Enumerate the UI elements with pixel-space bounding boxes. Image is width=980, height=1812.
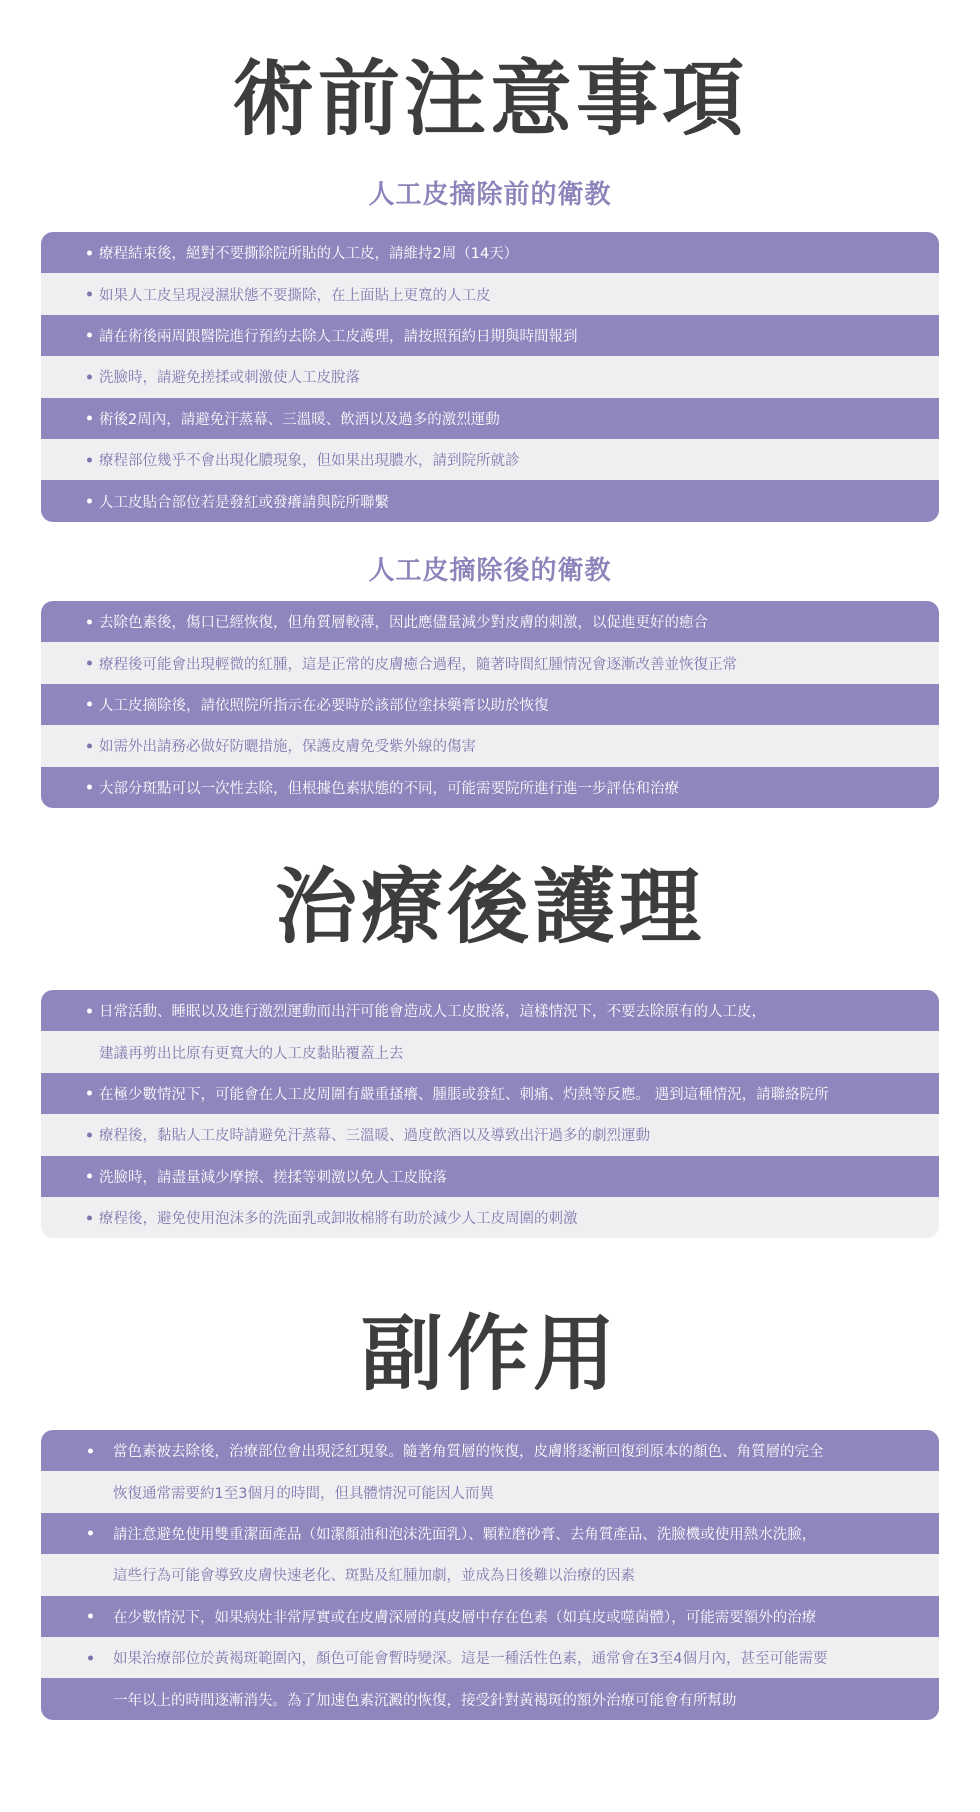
list-row (41, 725, 939, 766)
list-row-text: 請在術後兩周跟醫院進行預約去除人工皮護理，請按照預約日期與時間報到 (99, 328, 578, 345)
list-row-text: 人工皮貼合部位若是發紅或發癢請與院所聯繫 (99, 494, 389, 511)
list-row-text: 這些行為可能會導致皮膚快速老化、斑點及紅腫加劇，並成為日後難以治療的因素 (113, 1568, 635, 1585)
list-row (41, 1513, 939, 1554)
bullet-icon (88, 1614, 93, 1619)
list-row-text: 恢復通常需要約1至3個月的時間，但具體情況可能因人而異 (113, 1485, 494, 1502)
bullet-icon (87, 499, 92, 504)
list-row-text: 如果治療部位於黃褐斑範圍內，顏色可能會暫時變深。這是一種活性色素，通常會在3至4個月內，甚至可能需要 (113, 1651, 828, 1668)
before-removal-list (41, 232, 939, 522)
bullet-icon (87, 250, 92, 255)
bullet-icon (87, 661, 92, 666)
list-row-text: 一年以上的時間逐漸消失。為了加速色素沉澱的恢復，接受針對黃褐斑的額外治療可能會有所幫助 (113, 1692, 737, 1709)
list-row (41, 990, 939, 1031)
bullet-icon (87, 743, 92, 748)
list-row (41, 1197, 939, 1238)
list-row (41, 1156, 939, 1197)
list-row (41, 232, 939, 273)
bullet-icon (87, 292, 92, 297)
list-row (41, 1637, 939, 1678)
list-row-text: 療程後，黏貼人工皮時請避免汗蒸幕、三溫暖、過度飲酒以及導致出汗過多的劇烈運動 (99, 1128, 650, 1145)
list-row (41, 480, 939, 521)
list-row (41, 642, 939, 683)
bullet-icon (87, 702, 92, 707)
list-row (41, 684, 939, 725)
after-removal-list (41, 601, 939, 808)
list-row-text: 建議再剪出比原有更寬大的人工皮黏貼覆蓋上去 (99, 1045, 404, 1062)
bullet-icon (87, 1008, 92, 1013)
list-row (41, 398, 939, 439)
side-effects-title: 副作用 (360, 1307, 619, 1402)
list-row (41, 356, 939, 397)
list-row (41, 1114, 939, 1155)
bullet-icon (87, 619, 92, 624)
after-removal-heading: 人工皮摘除後的衛教 (368, 556, 612, 586)
list-row-text: 在少數情況下，如果病灶非常厚實或在皮膚深層的真皮層中存在色素（如真皮或噬菌體），可能需要額外的治療 (113, 1609, 817, 1626)
list-row-text: 如果人工皮呈現浸濕狀態不要撕除，在上面貼上更寬的人工皮 (99, 287, 491, 304)
list-row (41, 1031, 939, 1072)
list-row (41, 1596, 939, 1637)
list-row-text: 日常活動、睡眠以及進行激烈運動而出汗可能會造成人工皮脫落，這樣情況下，不要去除原有的人工皮， (99, 1004, 766, 1021)
list-row-text: 大部分斑點可以一次性去除，但根據色素狀態的不同，可能需要院所進行進一步評估和治療 (99, 780, 679, 797)
list-row-text: 請注意避免使用雙重潔面產品（如潔顏油和泡沫洗面乳）、顆粒磨砂膏、去角質產品、洗臉機或使用熱水洗臉， (113, 1526, 817, 1543)
bullet-icon (87, 1091, 92, 1096)
bullet-icon (87, 416, 92, 421)
list-row (41, 439, 939, 480)
list-row (41, 601, 939, 642)
list-row (41, 1554, 939, 1595)
list-row-text: 療程結束後，絕對不要撕除院所貼的人工皮，請維持2周（14天） (99, 246, 519, 263)
list-row-text: 療程後，避免使用泡沫多的洗面乳或卸妝棉將有助於減少人工皮周圍的刺激 (99, 1211, 578, 1228)
aftercare-list (41, 990, 939, 1238)
bullet-icon (87, 333, 92, 338)
list-row (41, 315, 939, 356)
list-row-text: 術後2周內，請避免汗蒸幕、三溫暖、飲酒以及過多的激烈運動 (99, 411, 500, 428)
list-row-text: 療程後可能會出現輕微的紅腫，這是正常的皮膚癒合過程，隨著時間紅腫情況會逐漸改善並恢復正常 (99, 656, 737, 673)
list-row (41, 1471, 939, 1512)
list-row (41, 1678, 939, 1719)
list-row (41, 1073, 939, 1114)
bullet-icon (87, 457, 92, 462)
list-row (41, 1430, 939, 1471)
before-removal-heading: 人工皮摘除前的衛教 (368, 180, 612, 210)
bullet-icon (87, 785, 92, 790)
bullet-icon (88, 1655, 93, 1660)
bullet-icon (87, 374, 92, 379)
aftercare-title: 治療後護理 (274, 860, 705, 955)
bullet-icon (87, 1174, 92, 1179)
list-row-text: 療程部位幾乎不會出現化膿現象，但如果出現膿水，請到院所就診 (99, 453, 520, 470)
list-row-text: 如需外出請務必做好防曬措施，保護皮膚免受紫外線的傷害 (99, 739, 476, 756)
list-row (41, 767, 939, 808)
list-row (41, 273, 939, 314)
list-row-text: 當色素被去除後，治療部位會出現泛紅現象。隨著角質層的恢復，皮膚將逐漸回復到原本的顏色、角質層的完全 (113, 1444, 824, 1461)
bullet-icon (88, 1448, 93, 1453)
list-row-text: 去除色素後，傷口已經恢復，但角質層較薄，因此應儘量減少對皮膚的刺激，以促進更好的癒合 (99, 615, 708, 632)
list-row-text: 洗臉時，請避免搓揉或刺激使人工皮脫落 (99, 370, 360, 387)
bullet-icon (87, 1215, 92, 1220)
side-effects-list (41, 1430, 939, 1720)
bullet-icon (88, 1531, 93, 1536)
list-row-text: 在極少數情況下，可能會在人工皮周圍有嚴重搔癢、腫脹或發紅、刺痛、灼熱等反應。 遇到這種情況，請聯絡院所 (99, 1086, 829, 1103)
list-row-text: 人工皮摘除後，請依照院所指示在必要時於該部位塗抹藥膏以助於恢復 (99, 697, 549, 714)
list-row-text: 洗臉時，請盡量減少摩擦、搓揉等刺激以免人工皮脫落 (99, 1169, 447, 1186)
pre-op-title: 術前注意事項 (231, 52, 748, 147)
bullet-icon (87, 1132, 92, 1137)
